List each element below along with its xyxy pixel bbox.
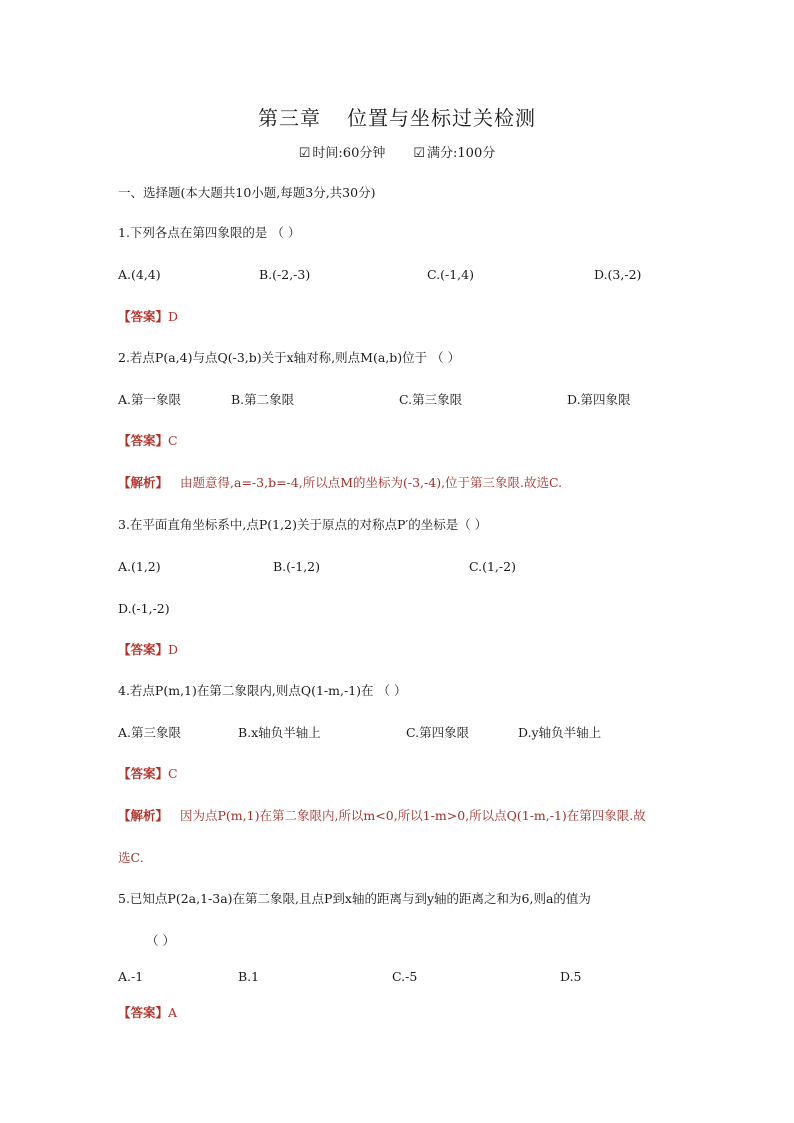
question-1-answer [118,309,178,325]
answer-value: D [168,309,179,324]
question-2-analysis [118,475,562,491]
question-4-answer [118,766,178,782]
answer-label: 【答案】 [118,642,169,657]
question-3-option-b: B.(-1,2) [273,559,321,574]
question-4-option-d: D.y轴负半轴上 [518,725,602,740]
question-1-stem: 1.下列各点在第四象限的是 （ ） [118,225,301,240]
question-4-stem: 4.若点P(m,1)在第二象限内,则点Q(1-m,-1)在 （ ） [118,683,407,698]
answer-value: D [168,642,179,657]
question-1-option-c: C.(-1,4) [427,267,474,282]
question-3-answer [118,642,178,658]
question-5-answer [118,1005,177,1021]
question-3-option-c: C.(1,-2) [469,559,516,574]
answer-value: C [168,766,178,781]
exam-meta [0,145,794,163]
checkbox-icon: ☑ [298,146,311,161]
question-2-answer [118,433,178,449]
question-1-option-b: B.(-2,-3) [259,267,311,282]
answer-label: 【答案】 [118,433,169,448]
time-limit: 时间:60分钟 [312,146,386,161]
question-4-option-b: B.x轴负半轴上 [238,725,321,740]
question-4-analysis [118,808,646,824]
answer-value: C [168,433,178,448]
question-4-option-c: C.第四象限 [406,725,470,740]
question-3-option-d: D.(-1,-2) [118,601,170,616]
question-3-stem: 3.在平面直角坐标系中,点P(1,2)关于原点的对称点P′的坐标是（ ） [118,517,488,532]
question-3-option-a: A.(1,2) [118,559,161,574]
question-2-option-a: A.第一象限 [118,392,182,407]
answer-value: A [168,1005,178,1020]
analysis-label: 【解析】 [118,475,169,490]
analysis-label: 【解析】 [118,808,169,823]
question-2-option-b: B.第二象限 [231,392,295,407]
section-heading: 一、选择题(本大题共10小题,每题3分,共30分) [118,185,376,200]
question-4-option-a: A.第三象限 [118,725,182,740]
answer-label: 【答案】 [118,1005,169,1020]
question-2-stem: 2.若点P(a,4)与点Q(-3,b)关于x轴对称,则点M(a,b)位于 （ ） [118,350,461,365]
question-5-option-c: C.-5 [392,969,418,984]
question-5-stem-continued: （ ） [146,933,175,948]
question-1-option-d: D.(3,-2) [594,267,642,282]
question-2-option-c: C.第三象限 [399,392,463,407]
question-5-option-b: B.1 [238,969,260,984]
answer-label: 【答案】 [118,766,169,781]
question-5-option-d: D.5 [560,969,582,984]
question-2-option-d: D.第四象限 [567,392,631,407]
question-5-stem: 5.已知点P(2a,1-3a)在第二象限,且点P到x轴的距离与到y轴的距离之和为6,则a的值为 [118,891,591,906]
question-4-analysis-continued: 选C. [118,850,144,865]
analysis-text: 因为点P(m,1)在第二象限内,所以m<0,所以1-m>0,所以点Q(1-m,-1)在第四象限.故 [180,808,646,823]
page-title [0,104,794,132]
full-score: 满分:100分 [427,146,496,161]
chapter-label: 第三章 [258,106,321,130]
analysis-text: 由题意得,a=-3,b=-4,所以点M的坐标为(-3,-4),位于第三象限.故选C. [180,475,563,490]
answer-label: 【答案】 [118,309,169,324]
checkbox-icon: ☑ [413,146,426,161]
chapter-name: 位置与坐标过关检测 [347,106,536,130]
question-1-option-a: A.(4,4) [118,267,161,282]
question-5-option-a: A.-1 [118,969,144,984]
